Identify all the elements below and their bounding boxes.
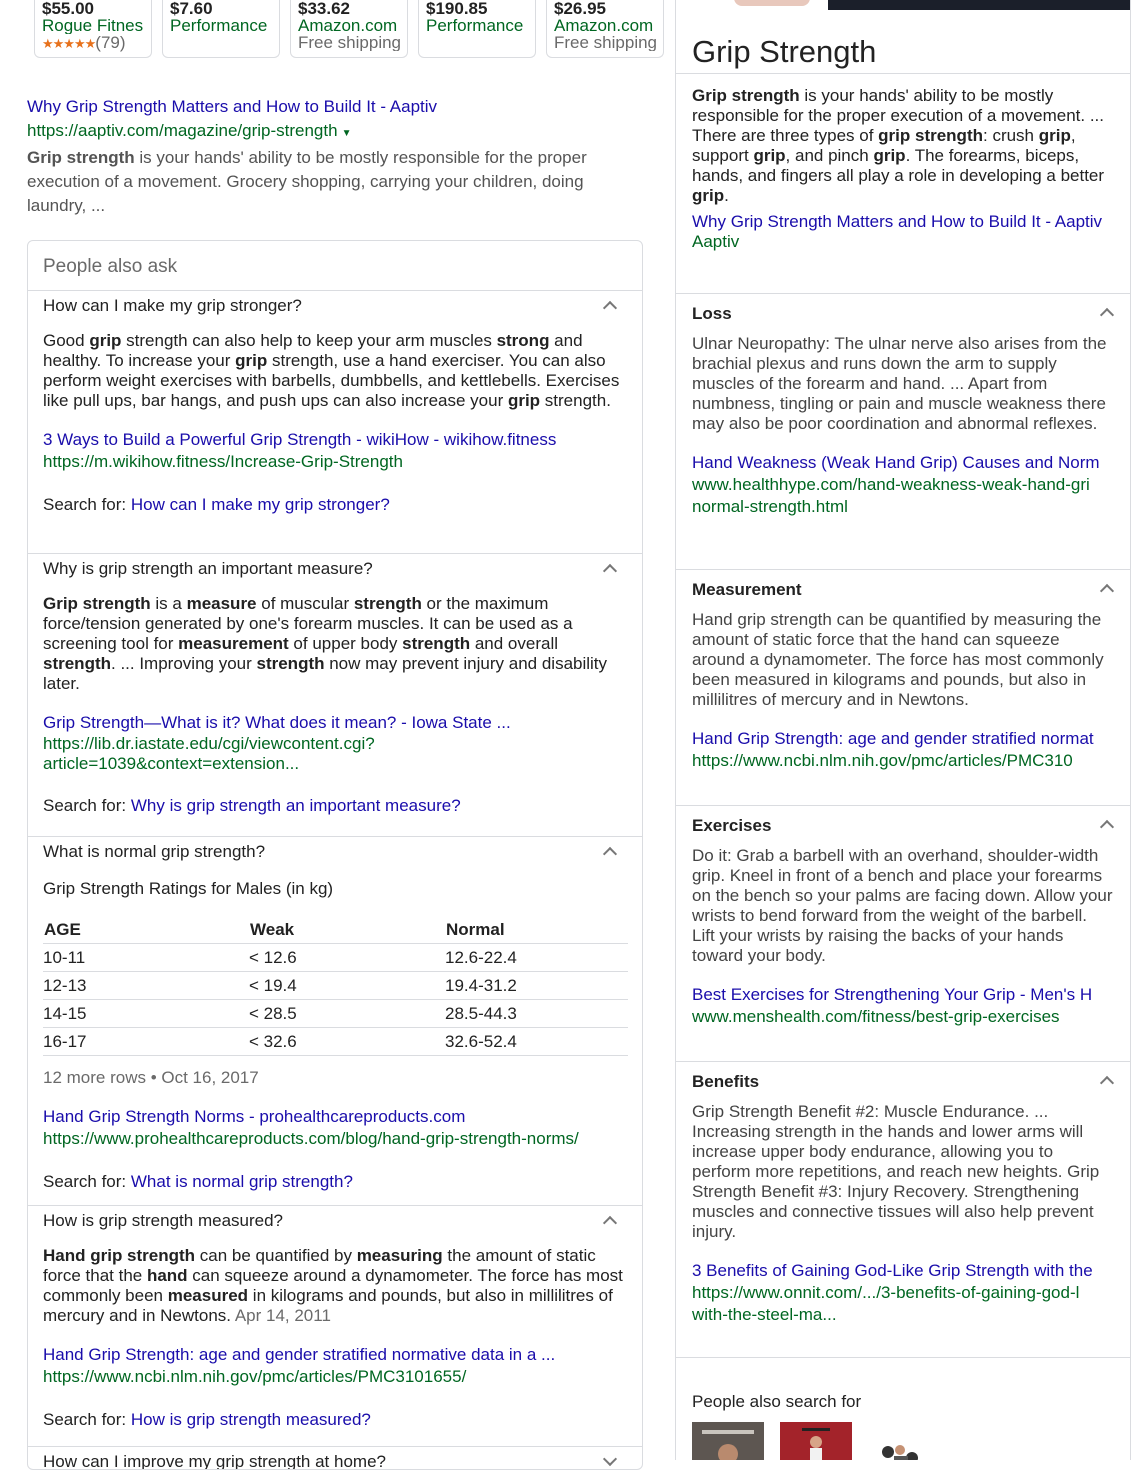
chevron-up-icon[interactable] (603, 847, 617, 861)
paa-answer: Grip strength is a measure of muscular strength or the maximum force/tension generated by one's forearm muscles. It can be used as a screening tool for measurement of upper body strength and overall strength. ... Improving your strength now may prevent injury and disability later. Grip Strength—What is it? What does it mean? - Iowa State ... https://lib.dr.iastate.edu/cgi/viewcontent.cgi?article=1039&context=extension... Search for: Why is grip strength an important measure? (43, 584, 627, 828)
section-body: Ulnar Neuropathy: The ulnar nerve also arises from the brachial plexus and runs down the arm to supply muscles of the forearm and hand. ... Apart from numbness, tingling or pain and muscle weakness there may also be poor coordination and abnormal reflexes. (692, 334, 1107, 433)
section-source-url: www.healthhype.com/hand-weakness-weak-hand-gri (692, 475, 1090, 494)
section-source-link[interactable]: Hand Grip Strength: age and gender stratified normat (692, 729, 1094, 748)
section-source-url: https://www.onnit.com/.../3-benefits-of-gaining-god-l (692, 1283, 1080, 1302)
column-header: AGE (43, 917, 249, 944)
section-source-url: with-the-steel-ma... (692, 1305, 837, 1324)
shop-store: Amazon.com (298, 17, 398, 34)
search-for-link[interactable]: What is normal grip strength? (130, 1172, 353, 1191)
grip-strength-table (43, 917, 628, 1056)
table-cell: 10-11 (43, 944, 249, 972)
section-title[interactable]: Exercises (692, 816, 772, 835)
kp-description-link[interactable]: Why Grip Strength Matters and How to Build It - Aaptiv (692, 212, 1103, 231)
answer-date: Apr 14, 2011 (234, 1306, 331, 1325)
section-body: Grip Strength Benefit #2: Muscle Endurance. ... Increasing strength in the hands and lower arms will increase upper body endurance, allowing you to perform more repetitions, and reach new heights. Grip Strength Benefit #3: Injury Recovery. Strengthening muscles and connective tissues will also help prevent injury. (692, 1102, 1100, 1241)
shop-price: $55.00 (42, 0, 94, 18)
search-for-label: Search for: (43, 796, 127, 815)
chevron-up-icon[interactable] (603, 301, 617, 315)
search-for-link[interactable]: Why is grip strength an important measure? (130, 796, 461, 815)
shop-shipping: Free shipping (554, 34, 658, 51)
snippet-text: is your hands' ability to be mostly responsible for the proper execution of a movement. Grocery shopping, carrying your children, doing laundry, ... (27, 148, 587, 215)
paa-answer: Hand grip strength can be quantified by measuring the amount of static force that the hand can squeeze around a dynamometer. The force has most commonly been measured in kilograms and pounds, but also in millilitres of mercury and in Newtons. Apr 14, 2011 Hand Grip Strength: age and gender stratified normative data in a ... https://www.ncbi.nlm.nih.gov/pmc/articles/PMC3101655/ Search for: How is grip strength measured? (43, 1236, 627, 1442)
section-body: Hand grip strength can be quantified by measuring the amount of static force that the hand can squeeze around a dynamometer. The force has most commonly been measured in kilograms and pounds, but also in millilitres of mercury and in Newtons. (692, 610, 1104, 709)
chevron-up-icon[interactable] (603, 1216, 617, 1230)
shop-rating (42, 34, 151, 52)
kp-section-measurement (676, 570, 1130, 806)
column-header: Normal (445, 917, 628, 944)
section-source-url: www.menshealth.com/fitness/best-grip-exercises (692, 1007, 1060, 1026)
shopping-card[interactable] (290, 0, 408, 58)
table-cell: 16-17 (43, 1028, 249, 1056)
kp-section-loss (676, 294, 1130, 570)
answer-source-url: https://lib.dr.iastate.edu/cgi/viewcontent.cgi?article=1039&context=extension... (43, 734, 375, 773)
paa-question[interactable] (43, 291, 627, 321)
kp-description-text: Grip strength is your hands' ability to be mostly responsible for the proper execution of a movement. ... There are three types of grip strength: crush grip, support grip, and pinch grip. The forearms, biceps, hands, and fingers all play a role in developing a better grip. (692, 86, 1105, 205)
also-search-thumb[interactable] (868, 1422, 940, 1460)
paa-question[interactable] (43, 1447, 627, 1470)
shop-price: $26.95 (554, 0, 606, 18)
table-row (43, 972, 628, 1000)
section-source-link[interactable]: Best Exercises for Strengthening Your Grip - Men's H (692, 985, 1093, 1004)
paa-item (28, 291, 642, 554)
shop-price: $7.60 (170, 0, 213, 18)
search-for (43, 1172, 627, 1204)
search-for-label: Search for: (43, 1410, 127, 1429)
question-text: How can I make my grip stronger? (43, 296, 302, 315)
chevron-up-icon[interactable] (603, 564, 617, 578)
paa-item (28, 837, 642, 1206)
kp-description-source: Aaptiv (692, 232, 740, 251)
answer-source-url: https://m.wikihow.fitness/Increase-Grip-Strength (43, 452, 403, 471)
knowledge-panel (675, 0, 1131, 1460)
chevron-down-icon[interactable] (603, 1452, 617, 1466)
kp-section-exercises (676, 806, 1130, 1062)
paa-answer: Good grip strength can also help to keep your arm muscles strong and healthy. To increase your grip strength, use a hand exerciser. You can also perform weight exercises with barbells, dumbbells, and kettlebells. Exercises like pull ups, bar hangs, and push ups can also increase your grip strength. 3 Ways to Build a Powerful Grip Strength - wikiHow - wikihow.fitness https://m.wikihow.fitness/Increase-Grip-Strength Search for: How can I make my grip stronger? (43, 321, 627, 527)
rating-count: (79) (95, 34, 126, 52)
table-cell: 32.6-52.4 (445, 1028, 628, 1056)
section-title[interactable]: Loss (692, 304, 732, 323)
section-title[interactable]: Measurement (692, 580, 802, 599)
people-also-search-for (676, 1358, 1130, 1460)
shop-store: Amazon.com (554, 17, 654, 34)
answer-source-link[interactable]: 3 Ways to Build a Powerful Grip Strength - wikiHow - wikihow.fitness (43, 430, 557, 449)
question-text: How is grip strength measured? (43, 1211, 284, 1230)
table-cell: < 19.4 (249, 972, 445, 1000)
answer-source-link[interactable]: Grip Strength—What is it? What does it mean? - Iowa State ... (43, 713, 511, 732)
search-for (43, 796, 627, 828)
kp-title: Grip Strength (676, 14, 1130, 74)
answer-source-url: https://www.ncbi.nlm.nih.gov/pmc/articles/PMC3101655/ (43, 1367, 467, 1386)
kp-image[interactable] (734, 0, 810, 6)
question-text: Why is grip strength an important measure? (43, 559, 373, 578)
search-result (27, 95, 627, 218)
question-text: How can I improve my grip strength at home? (43, 1452, 386, 1470)
section-title[interactable]: Benefits (692, 1072, 760, 1091)
paa-item (28, 554, 642, 837)
shop-price: $190.85 (426, 0, 488, 18)
table-cell: < 28.5 (249, 1000, 445, 1028)
paa-heading: People also ask (28, 241, 642, 291)
shopping-card[interactable] (546, 0, 664, 58)
also-search-thumb[interactable] (780, 1422, 852, 1460)
table-row (43, 1000, 628, 1028)
shopping-card[interactable] (34, 0, 152, 58)
question-text: What is normal grip strength? (43, 842, 266, 861)
kp-image[interactable] (828, 0, 1130, 10)
snippet-bold: Grip strength (27, 148, 135, 167)
answer-source-url: https://www.prohealthcareproducts.com/blog/hand-grip-strength-norms/ (43, 1129, 579, 1148)
also-search-heading: People also search for (692, 1392, 862, 1411)
shop-store: Performance (170, 17, 268, 34)
table-cell: 12.6-22.4 (445, 944, 628, 972)
shop-store: Rogue Fitnes (42, 17, 144, 34)
table-cell: 12-13 (43, 972, 249, 1000)
table-header-row (43, 917, 628, 944)
section-source-url: https://www.ncbi.nlm.nih.gov/pmc/articles/PMC310 (692, 751, 1073, 770)
table-row (43, 1028, 628, 1056)
paa-item (28, 1206, 642, 1447)
result-url: https://aaptiv.com/magazine/grip-strength (27, 121, 338, 140)
search-for (43, 1410, 627, 1442)
url-dropdown-icon[interactable]: ▼ (341, 128, 352, 139)
more-rows[interactable]: 12 more rows • Oct 16, 2017 (43, 1068, 259, 1087)
table-cell: 28.5-44.3 (445, 1000, 628, 1028)
shopping-card[interactable] (162, 0, 280, 58)
table-cell: < 32.6 (249, 1028, 445, 1056)
result-title-link[interactable]: Why Grip Strength Matters and How to Build It - Aaptiv (27, 97, 438, 116)
shop-shipping: Free shipping (298, 34, 402, 51)
section-source-link[interactable]: Hand Weakness (Weak Hand Grip) Causes and Norm (692, 453, 1100, 472)
search-for-link[interactable]: How is grip strength measured? (130, 1410, 371, 1429)
section-source-url: normal-strength.html (692, 497, 848, 516)
paa-item (28, 1447, 642, 1470)
answer-source-link[interactable]: Hand Grip Strength: age and gender stratified normative data in a ... (43, 1345, 556, 1364)
search-for-label: Search for: (43, 1172, 127, 1191)
also-search-thumb[interactable] (692, 1422, 764, 1460)
people-also-ask (27, 240, 643, 1470)
shop-price: $33.62 (298, 0, 350, 18)
result-snippet (27, 146, 627, 218)
paa-question[interactable] (43, 554, 627, 584)
paa-question[interactable] (43, 1206, 627, 1236)
kp-description (676, 74, 1130, 294)
also-search-thumbs (692, 1422, 1114, 1460)
shopping-carousel (34, 0, 664, 58)
shop-store: Performance (426, 17, 524, 34)
search-for (43, 495, 627, 527)
section-source-link[interactable]: 3 Benefits of Gaining God-Like Grip Strength with the (692, 1261, 1093, 1280)
paa-question[interactable] (43, 837, 627, 867)
shopping-card[interactable] (418, 0, 536, 58)
rating-stars: ★★★★★ (42, 36, 96, 51)
search-for-link[interactable]: How can I make my grip stronger? (130, 495, 390, 514)
kp-image-strip (676, 0, 1130, 10)
answer-source-link[interactable]: Hand Grip Strength Norms - prohealthcareproducts.com (43, 1107, 466, 1126)
table-cell: 14-15 (43, 1000, 249, 1028)
kp-section-benefits (676, 1062, 1130, 1358)
table-caption: Grip Strength Ratings for Males (in kg) (43, 879, 334, 898)
table-cell: < 12.6 (249, 944, 445, 972)
table-cell: 19.4-31.2 (445, 972, 628, 1000)
column-header: Weak (249, 917, 445, 944)
search-for-label: Search for: (43, 495, 127, 514)
table-row (43, 944, 628, 972)
section-body: Do it: Grab a barbell with an overhand, shoulder-width grip. Kneel in front of a bench and place your forearms on the bench so your palms are facing down. Allow your wrists to bend forward from the weight of the barbell. Lift your wrists by raising the backs of your hands toward your body. (692, 846, 1113, 965)
